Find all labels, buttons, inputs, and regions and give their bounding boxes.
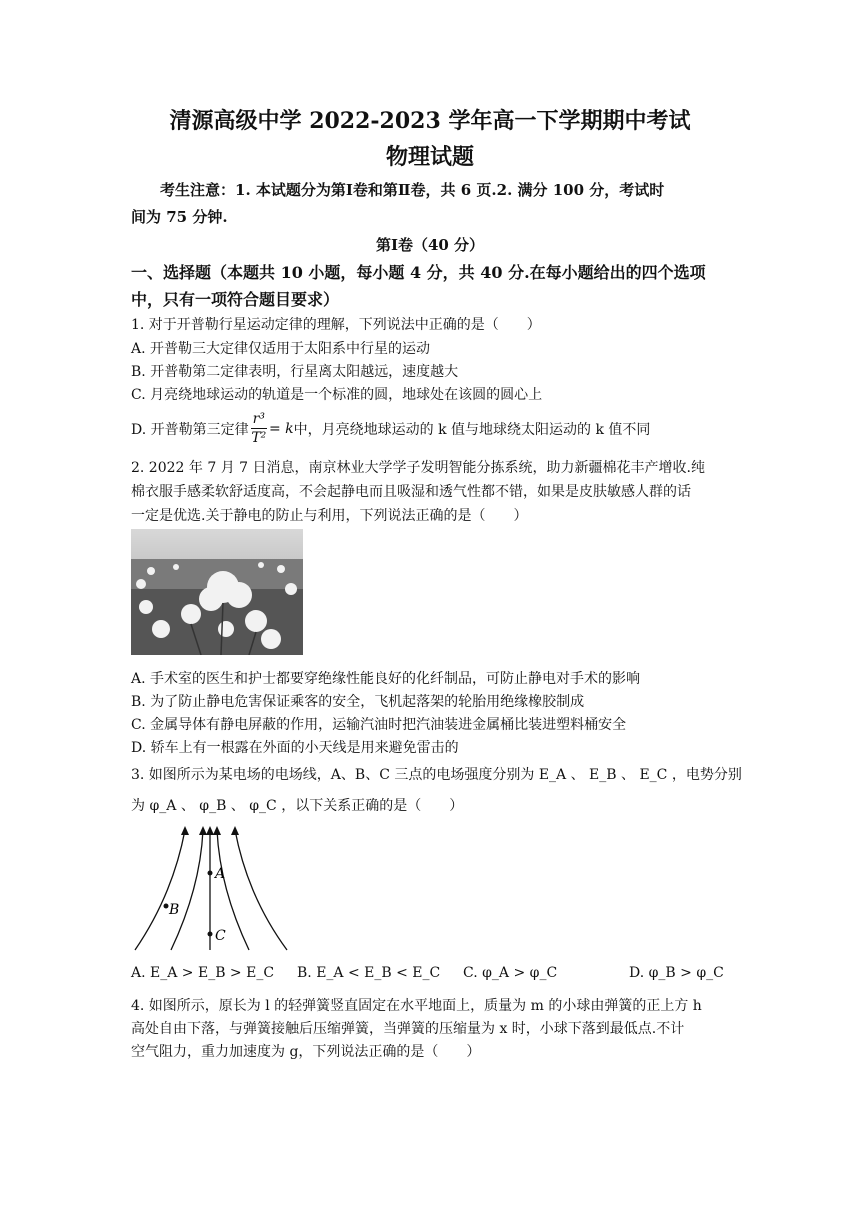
q1-option-b: B. 开普勒第二定律表明，行星离太阳越远，速度越大 [131, 364, 459, 380]
section-one-line-2: 中，只有一项符合题目要求） [131, 290, 340, 309]
notice-line-1: 考生注意：1. 本试题分为第Ⅰ卷和第Ⅱ卷，共 6 页.2. 满分 100 分，考试时 [160, 181, 665, 199]
q2-option-b: B. 为了防止静电危害保证乘客的安全，飞机起落架的轮胎用绝缘橡胶制成 [131, 694, 585, 710]
q2-option-d: D. 轿车上有一根露在外面的小天线是用来避免雷击的 [131, 740, 459, 756]
q1-option-c: C. 月亮绕地球运动的轨道是一个标准的圆，地球处在该圆的圆心上 [131, 387, 543, 403]
q1-option-d [131, 410, 650, 447]
section-one-line-1: 一、选择题（本题共 10 小题，每小题 4 分，共 40 分.在每小题给出的四个选项 [131, 263, 706, 282]
cotton-photo [131, 529, 303, 655]
q3-stem-line-1: 3. 如图所示为某电场的电场线，A、B、C 三点的电场强度分别为 E_A 、 E_B 、 E_C ，电势分别 [131, 767, 742, 783]
q4-stem-line-2: 高处自由下落，与弹簧接触后压缩弹簧，当弹簧的压缩量为 x 时，小球下落到最低点.不计 [131, 1021, 685, 1037]
q2-stem-line-2: 棉衣服手感柔软舒适度高，不会起静电而且吸湿和透气性都不错，如果是皮肤敏感人群的话 [131, 484, 691, 500]
point-c-label: C [215, 928, 226, 944]
kepler-third-law-fraction [251, 410, 267, 447]
q3-option-a: A. E_A > E_B > E_C [131, 965, 275, 981]
field-line [135, 830, 185, 950]
q1-option-d-prefix: D. 开普勒第三定律 [131, 421, 249, 438]
q2-option-a: A. 手术室的医生和护士都要穿绝缘性能良好的化纤制品，可防止静电对手术的影响 [131, 671, 641, 687]
q1-option-d-suffix: 中，月亮绕地球运动的 k 值与地球绕太阳运动的 k 值不同 [293, 421, 651, 438]
q3-option-d: D. φ_B > φ_C [629, 965, 724, 981]
arrow-head [199, 826, 207, 835]
point-a-dot [208, 871, 213, 876]
field-line [235, 830, 287, 950]
q4-stem-line-1: 4. 如图所示，原长为 l 的轻弹簧竖直固定在水平地面上，质量为 m 的小球由弹簧的正上方 h [131, 998, 702, 1014]
notice-line-2: 间为 75 分钟. [131, 208, 228, 226]
arrow-head [213, 826, 221, 835]
point-b-label: B [169, 902, 180, 918]
arrow-head [206, 826, 214, 835]
q3-stem-line-2: 为 φ_A 、 φ_B 、 φ_C ，以下关系正确的是（ ） [131, 798, 464, 814]
part-one-heading: 第Ⅰ卷（40 分） [375, 236, 485, 254]
point-c-dot [208, 932, 213, 937]
field-line [171, 830, 203, 950]
exam-title: 清源高级中学 2022-2023 学年高一下学期期中考试 [169, 108, 691, 134]
fraction-numerator: r³ [252, 411, 265, 427]
fraction-denominator: T² [251, 430, 267, 446]
exam-subtitle: 物理试题 [385, 144, 474, 170]
q3-option-b: B. E_A < E_B < E_C [297, 965, 441, 981]
q4-stem-line-3: 空气阻力，重力加速度为 g，下列说法正确的是（ ） [131, 1044, 481, 1060]
q1-option-d-equation: = k [268, 420, 294, 437]
q1-stem: 1. 对于开普勒行星运动定律的理解，下列说法中正确的是（ ） [131, 317, 541, 333]
point-a-label: A [215, 866, 226, 882]
q1-option-a: A. 开普勒三大定律仅适用于太阳系中行星的运动 [131, 341, 431, 357]
point-b-dot [164, 904, 169, 909]
q2-stem-line-3: 一定是优选.关于静电的防止与利用，下列说法正确的是（ ） [131, 508, 528, 524]
q2-option-c: C. 金属导体有静电屏蔽的作用，运输汽油时把汽油装进金属桶比装进塑料桶安全 [131, 717, 627, 733]
arrow-head [231, 826, 239, 835]
arrow-head [181, 826, 189, 835]
q2-stem-line-1: 2. 2022 年 7 月 7 日消息，南京林业大学学子发明智能分拣系统，助力新疆棉花丰产增收.纯 [131, 460, 705, 476]
electric-field-lines-figure [131, 822, 291, 954]
q3-option-c: C. φ_A > φ_C [463, 965, 558, 981]
